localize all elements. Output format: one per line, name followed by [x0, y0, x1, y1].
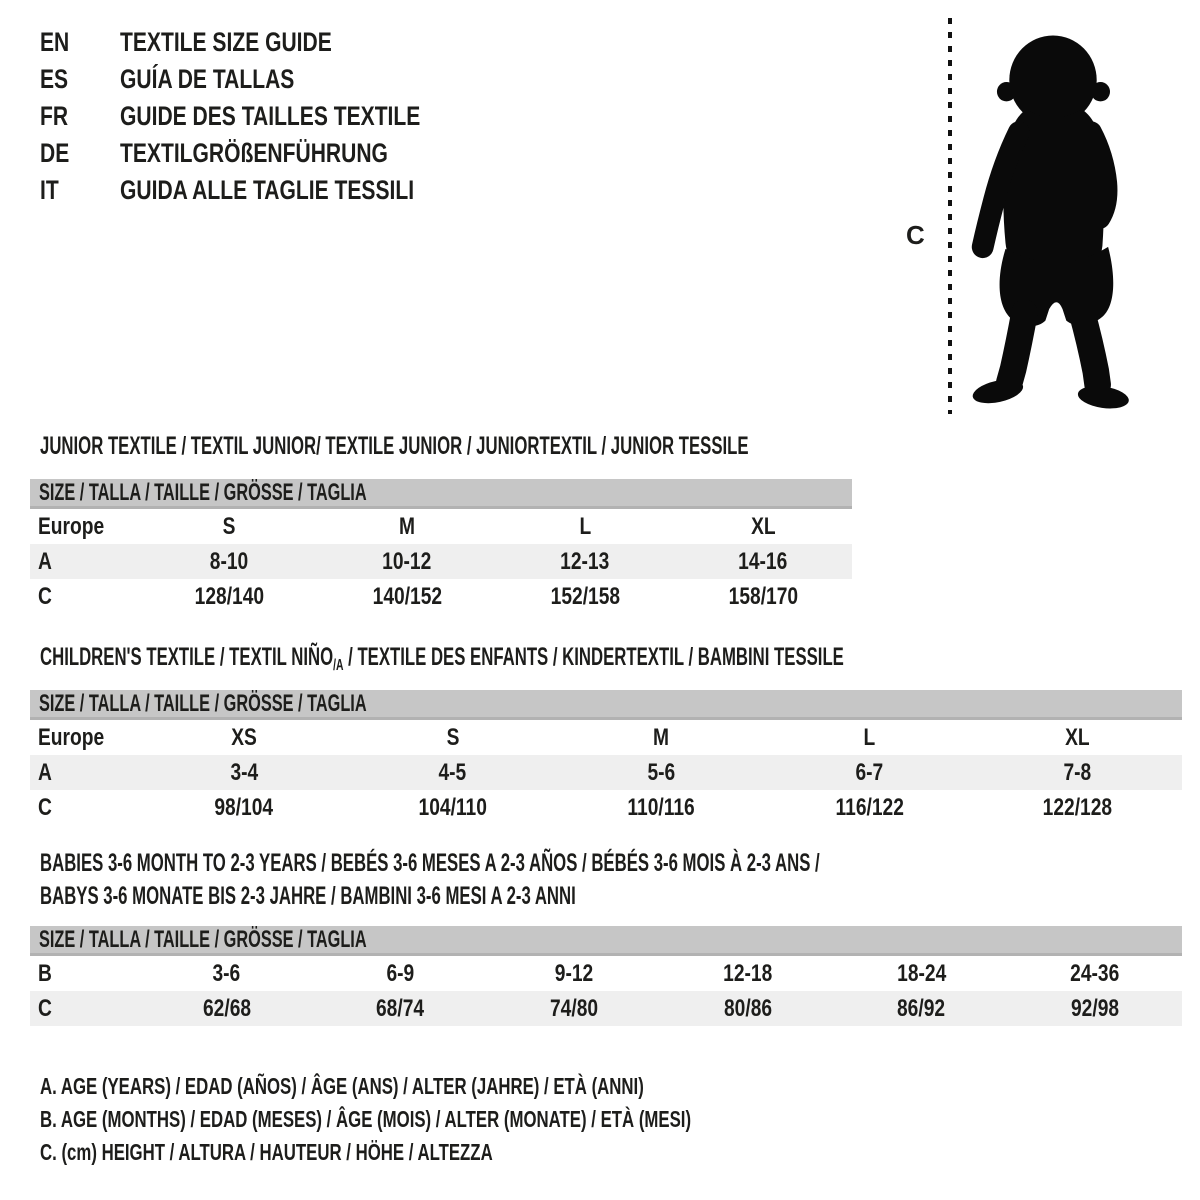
size-table-header-text: SIZE / TALLA / TAILLE / GRÖSSE / TAGLIA — [39, 689, 367, 717]
table-cell-text: 6-9 — [386, 959, 415, 987]
heading-part: / TEXTILE DES ENFANTS / KINDERTEXTIL / BAMBINI TESSILE — [343, 643, 844, 671]
language-code: ES — [40, 64, 69, 94]
section-heading-babies-line2 — [40, 882, 840, 910]
table-cell — [140, 960, 314, 988]
language-code: DE — [40, 138, 70, 168]
size-table-body — [30, 509, 852, 614]
language-row — [40, 172, 505, 209]
legend-line-text: A. AGE (YEARS) / EDAD (AÑOS) / ÂGE (ANS) / ALTER (JAHRE) / ETÀ (ANNI) — [40, 1073, 644, 1099]
table-cell-text: 152/158 — [550, 582, 620, 610]
row-label: C — [38, 793, 52, 821]
legend-line — [40, 1103, 932, 1136]
table-cell — [557, 759, 765, 787]
table-row — [30, 544, 852, 579]
table-row — [30, 755, 1182, 790]
table-cell — [974, 724, 1182, 752]
figure-area — [900, 14, 1160, 419]
table-row — [30, 991, 1182, 1026]
table-cell — [318, 548, 496, 576]
table-cell-text: 86/92 — [897, 994, 946, 1022]
table-cell-text: M — [399, 512, 415, 540]
heading-part: BABIES 3-6 MONTH TO 2-3 YEARS / BEBÉS 3-6 MESES A 2-3 AÑOS / BÉBÉS 3-6 MOIS À 2-3 ANS / — [40, 849, 820, 877]
heading-part: /A — [333, 657, 344, 674]
legend-line — [40, 1070, 932, 1103]
table-cell — [674, 548, 852, 576]
language-code: IT — [40, 175, 59, 205]
table-cell — [140, 548, 318, 576]
language-title: TEXTILE SIZE GUIDE — [120, 27, 332, 57]
row-label: A — [38, 547, 52, 575]
table-cell-text: 24-36 — [1070, 959, 1120, 987]
language-title: GUÍA DE TALLAS — [120, 64, 295, 94]
table-cell-text: 8-10 — [209, 547, 249, 575]
language-title: TEXTILGRÖßENFÜHRUNG — [120, 138, 388, 168]
table-cell-text: 6-7 — [855, 758, 884, 786]
table-cell — [674, 513, 852, 541]
table-cell — [140, 513, 318, 541]
language-row — [40, 98, 505, 135]
table-row — [30, 956, 1182, 991]
section-heading-text: BABYS 3-6 MONATE BIS 2-3 JAHRE / BAMBINI 3-6 MESI A 2-3 ANNI — [40, 882, 576, 910]
footnote-legend — [40, 1070, 932, 1169]
table-cell-text: XL — [750, 512, 776, 540]
table-cell — [765, 759, 973, 787]
size-table-children — [30, 690, 1182, 825]
section-heading-babies — [40, 849, 1200, 877]
table-cell-text: 116/122 — [835, 793, 904, 821]
table-cell-text: L — [579, 512, 591, 540]
table-cell-text: 7-8 — [1063, 758, 1092, 786]
size-table-header — [30, 479, 852, 509]
table-row — [30, 579, 852, 614]
language-code: EN — [40, 27, 70, 57]
table-cell — [487, 960, 661, 988]
size-table-header — [30, 690, 1182, 720]
table-cell-text: 140/152 — [372, 582, 442, 610]
row-label: Europe — [38, 723, 105, 751]
table-cell-text: 10-12 — [382, 547, 432, 575]
table-cell-text: M — [652, 723, 669, 751]
language-code: FR — [40, 101, 69, 131]
table-row — [30, 509, 852, 544]
table-cell — [1008, 960, 1182, 988]
table-cell — [487, 995, 661, 1023]
table-cell — [557, 724, 765, 752]
table-cell-text: XL — [1065, 723, 1091, 751]
table-cell-text: 12-18 — [723, 959, 773, 987]
heading-part: JUNIOR TEXTILE / TEXTIL JUNIOR/ TEXTILE JUNIOR / JUNIORTEXTIL / JUNIOR TESSILE — [40, 432, 749, 460]
table-cell-text: 158/170 — [728, 582, 798, 610]
row-label: C — [38, 994, 52, 1022]
legend-line-text: C. (cm) HEIGHT / ALTURA / HAUTEUR / HÖHE / ALTEZZA — [40, 1139, 493, 1165]
size-table-header — [30, 926, 1182, 956]
table-cell — [765, 794, 973, 822]
table-cell — [314, 995, 488, 1023]
section-heading-text — [40, 432, 749, 460]
table-cell — [318, 583, 496, 611]
table-cell — [140, 794, 348, 822]
size-table-header-text: SIZE / TALLA / TAILLE / GRÖSSE / TAGLIA — [39, 478, 367, 506]
table-cell — [661, 995, 835, 1023]
table-cell — [140, 759, 348, 787]
section-heading-text — [40, 643, 844, 680]
table-cell-text: L — [863, 723, 876, 751]
row-label: B — [38, 959, 52, 987]
table-cell-text: 68/74 — [376, 994, 425, 1022]
table-cell-text: 98/104 — [214, 793, 274, 821]
table-cell — [974, 759, 1182, 787]
language-row — [40, 24, 505, 61]
table-cell-text: 74/80 — [550, 994, 599, 1022]
size-table-header-text: SIZE / TALLA / TAILLE / GRÖSSE / TAGLIA — [39, 925, 367, 953]
table-cell — [314, 960, 488, 988]
table-cell — [765, 724, 973, 752]
size-table-babies — [30, 926, 1182, 1026]
table-cell-text: 5-6 — [647, 758, 675, 786]
table-cell-text: 4-5 — [438, 758, 467, 786]
table-cell — [1008, 995, 1182, 1023]
table-cell-text: S — [222, 512, 236, 540]
table-cell-text: 14-16 — [738, 547, 788, 575]
table-cell — [496, 548, 674, 576]
language-row — [40, 135, 505, 172]
table-cell — [974, 794, 1182, 822]
row-label: A — [38, 758, 52, 786]
table-cell — [557, 794, 765, 822]
table-cell-text: 18-24 — [896, 959, 947, 987]
toddler-silhouette — [971, 35, 1131, 411]
table-cell-text: 9-12 — [554, 959, 594, 987]
table-cell-text: 92/98 — [1071, 994, 1120, 1022]
section-heading-children — [40, 643, 1200, 680]
table-cell-text: 62/68 — [202, 994, 251, 1022]
section-heading-junior — [40, 432, 1098, 460]
table-cell — [140, 995, 314, 1023]
row-label: Europe — [38, 512, 105, 540]
table-cell — [348, 724, 556, 752]
table-cell-text: 3-6 — [212, 959, 241, 987]
language-row — [40, 61, 505, 98]
table-cell — [318, 513, 496, 541]
table-cell-text: 110/116 — [627, 793, 695, 821]
table-cell — [348, 759, 556, 787]
table-cell-text: XS — [231, 723, 258, 751]
size-table-body — [30, 720, 1182, 825]
table-cell-text: S — [446, 723, 459, 751]
table-cell — [835, 960, 1009, 988]
table-cell-text: 80/86 — [723, 994, 772, 1022]
table-cell-text: 104/110 — [418, 793, 487, 821]
table-cell-text: 12-13 — [560, 547, 610, 575]
table-cell — [348, 794, 556, 822]
table-cell-text: 122/128 — [1043, 793, 1113, 821]
heading-part: CHILDREN'S TEXTILE / TEXTIL NIÑO — [40, 643, 334, 671]
height-marker-label: C — [906, 220, 925, 250]
language-list — [40, 24, 505, 209]
table-cell — [835, 995, 1009, 1023]
language-title: GUIDA ALLE TAGLIE TESSILI — [120, 175, 415, 205]
row-label: C — [38, 582, 52, 610]
table-cell — [661, 960, 835, 988]
size-table-junior — [30, 479, 852, 614]
legend-line-text: B. AGE (MONTHS) / EDAD (MESES) / ÂGE (MOIS) / ALTER (MONATE) / ETÀ (MESI) — [40, 1106, 692, 1132]
language-title: GUIDE DES TAILLES TEXTILE — [120, 101, 421, 131]
table-cell-text: 3-4 — [230, 758, 259, 786]
legend-line — [40, 1136, 932, 1169]
size-table-body — [30, 956, 1182, 1026]
table-cell — [140, 583, 318, 611]
section-heading-text — [40, 849, 820, 877]
table-cell — [496, 583, 674, 611]
table-cell-text: 128/140 — [194, 582, 264, 610]
table-cell — [674, 583, 852, 611]
table-cell — [496, 513, 674, 541]
table-row — [30, 720, 1182, 755]
table-row — [30, 790, 1182, 825]
table-cell — [140, 724, 348, 752]
